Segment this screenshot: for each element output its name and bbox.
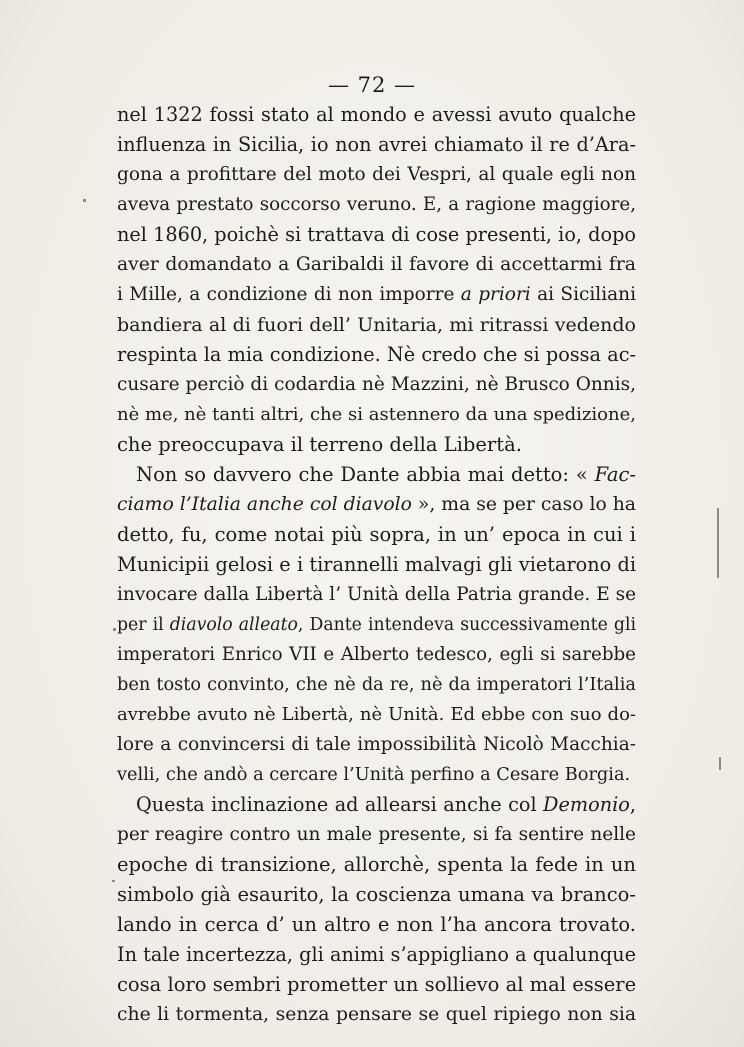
italic-text: ciamo l’Italia anche col diavolo: [117, 494, 412, 515]
text-segment: i Mille, a condizione di non imporre: [117, 284, 461, 305]
text-segment: In tale incertezza, gli animi s’appigliano a qualunque: [117, 943, 636, 966]
text-segment: detto, fu, come notai più sopra, in un’ epoca in cui i: [117, 523, 636, 546]
text-line: [117, 550, 636, 580]
text-segment: che li tormenta, senza pensare se quel ripiego non sia: [117, 1004, 636, 1025]
text-line: [117, 880, 636, 910]
text-segment: gona a profittare del moto dei Vespri, al quale egli non: [117, 164, 636, 185]
text-segment: », ma se per caso lo ha: [411, 494, 636, 515]
text-segment: lore a convincersi di tale impossibilità Nicolò Macchia-: [117, 734, 636, 755]
text-line: [117, 520, 636, 550]
text-line: [117, 940, 636, 970]
margin-speck: [83, 199, 86, 202]
text-line: [117, 970, 636, 1000]
italic-text: Demonio: [543, 793, 630, 816]
text-segment: avrebbe avuto nè Libertà, nè Unità. Ed ebbe con suo do-: [117, 704, 636, 725]
text-segment: influenza in Sicilia, io non avrei chiamato il re d’Ara-: [117, 133, 636, 156]
text-line: [117, 250, 636, 280]
text-line: [117, 430, 636, 460]
text-segment: aveva prestato soccorso veruno. E, a ragione maggiore,: [117, 194, 636, 215]
text-segment: che preoccupava il terreno della Libertà.: [117, 433, 522, 456]
text-line: [117, 670, 636, 700]
text-line: [117, 760, 636, 790]
text-segment: Municipii gelosi e i tirannelli malvagi gli vietarono di: [117, 553, 636, 576]
text-segment: Questa inclinazione ad allearsi anche col: [136, 793, 544, 816]
margin-speck: [113, 628, 116, 631]
text-line: [117, 460, 636, 490]
margin-speck: [112, 880, 115, 882]
text-line: [117, 310, 636, 340]
text-line: [117, 190, 636, 220]
text-line: [117, 610, 636, 640]
italic-text: Fac-: [594, 463, 636, 486]
text-line: [117, 130, 636, 160]
text-segment: simbolo già esaurito, la coscienza umana va branco-: [117, 883, 636, 906]
text-segment: respinta la mia condizione. Nè credo che si possa ac-: [117, 343, 636, 366]
text-line: [117, 820, 636, 850]
italic-text: a priori: [460, 284, 531, 305]
text-segment: ,: [629, 793, 636, 816]
text-segment: cosa loro sembri prometter un sollievo al mal essere: [117, 973, 637, 996]
text-segment: velli, che andò a cercare l’Unità perfino a Cesare Borgia.: [117, 765, 631, 785]
text-segment: nel 1860, poichè si trattava di cose presenti, io, dopo: [117, 223, 636, 246]
body-text: [117, 100, 636, 1030]
text-segment: , Dante intendeva successivamente gli: [297, 615, 636, 635]
text-line: [117, 370, 636, 400]
margin-speck: [717, 508, 719, 578]
text-segment: nel 1322 fossi stato al mondo e avessi avuto qualche: [117, 103, 636, 126]
text-segment: per reagire contro un male presente, si fa sentire nelle: [117, 824, 636, 845]
text-line: [117, 910, 636, 940]
text-line: [117, 790, 636, 820]
text-segment: epoche di transizione, allorchè, spenta la fede in un: [117, 853, 636, 876]
text-segment: cusare perciò di codardia nè Mazzini, nè Brusco Onnis,: [117, 374, 636, 395]
text-line: [117, 400, 636, 430]
text-segment: imperatori Enrico VII e Alberto tedesco, egli si sarebbe: [117, 644, 636, 665]
text-segment: Non so davvero che Dante abbia mai detto: «: [136, 463, 595, 486]
text-segment: per il: [117, 615, 170, 635]
text-segment: bandiera al di fuori dell’ Unitaria, mi ritrassi vedendo: [117, 314, 636, 336]
italic-text: diavolo alleato: [169, 615, 298, 635]
margin-speck: [719, 757, 721, 770]
text-segment: ai Siciliani: [530, 284, 636, 305]
text-segment: aver domandato a Garibaldi il favore di accettarmi fra: [117, 254, 636, 275]
text-line: [117, 730, 636, 760]
text-segment: invocare dalla Libertà l’ Unità della Patria grande. E se: [117, 584, 637, 605]
text-line: [117, 160, 636, 190]
text-segment: nè me, nè tanti altri, che si astennero da una spedizione,: [117, 404, 636, 425]
text-line: [117, 580, 636, 610]
text-line: [117, 220, 636, 250]
text-segment: ben tosto convinto, che nè da re, nè da imperatori l’Italia: [117, 675, 636, 695]
text-line: [117, 280, 636, 310]
text-line: [117, 640, 636, 670]
text-line: [117, 1000, 636, 1030]
text-line: [117, 700, 636, 730]
page-number: — 72 —: [327, 73, 417, 97]
text-line: [117, 850, 636, 880]
text-line: [117, 490, 636, 520]
text-line: [117, 100, 636, 130]
text-segment: lando in cerca d’ un altro e non l’ha ancora trovato.: [117, 913, 636, 936]
text-line: [117, 340, 636, 370]
